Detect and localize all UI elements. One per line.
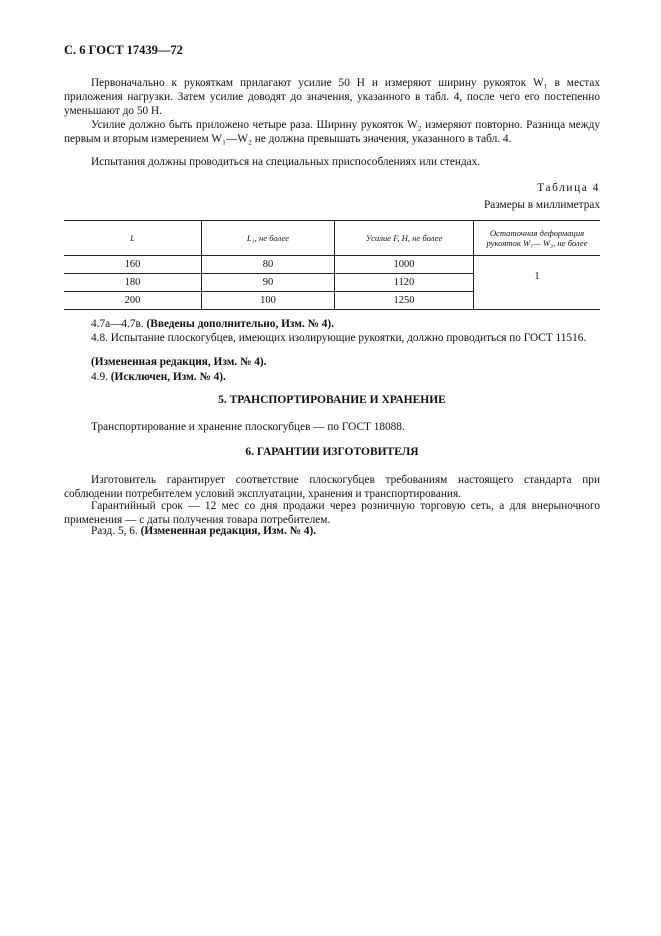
clause-4-7a-number: 4.7а—4.7в. bbox=[91, 318, 144, 330]
table-units: Размеры в миллиметрах bbox=[483, 199, 600, 211]
cell-deformation: 1 bbox=[474, 256, 601, 310]
cell-l1: 90 bbox=[202, 274, 335, 292]
section-6-title: 6. ГАРАНТИИ ИЗГОТОВИТЕЛЯ bbox=[245, 446, 419, 458]
clause-4-9-number: 4.9. bbox=[91, 371, 108, 383]
section-6-paragraph-2: Гарантийный срок — 12 мес со дня продажи через розничную торговую сеть, а для внерыночного применения — с даты получения товара потребителем. bbox=[64, 500, 600, 526]
clause-4-9 bbox=[64, 370, 600, 384]
cell-force: 1250 bbox=[335, 292, 474, 310]
paragraph-1: Первоначально к рукояткам прилагают усилие 50 Н и измеряют ширину рукояток W₁ в местах приложения нагрузки. Затем усилие доводят до значения, указанного в табл. 4, после чего его постепенно уменьшают до 50 Н. bbox=[64, 77, 600, 117]
section-6-paragraph-3 bbox=[64, 524, 600, 538]
cell-l1: 100 bbox=[202, 292, 335, 310]
col-header-force: Усилие F, Н, не более bbox=[335, 221, 474, 256]
clause-4-7a-note: (Введены дополнительно, Изм. № 4). bbox=[146, 318, 335, 330]
paragraph-2: Усилие должно быть приложено четыре раза. Ширину рукояток W₂ измеряют повторно. Разница между первым и вторым измерением W₁—W₂ не должна превышать значения, указанного в табл. 4. bbox=[64, 119, 600, 145]
section-6-ref: Разд. 5, 6. bbox=[91, 525, 138, 537]
cell-force: 1000 bbox=[335, 256, 474, 274]
cell-force: 1120 bbox=[335, 274, 474, 292]
cell-l1: 80 bbox=[202, 256, 335, 274]
cell-l: 180 bbox=[64, 274, 202, 292]
col-header-deformation: Остаточная деформация рукояток W₁— W₂, не более bbox=[474, 221, 601, 256]
clause-4-8-note: (Измененная редакция, Изм. № 4). bbox=[91, 356, 267, 368]
table-row bbox=[64, 256, 600, 274]
section-5-text: Транспортирование и хранение плоскогубцев — по ГОСТ 18088. bbox=[91, 421, 405, 433]
section-6-paragraph-1: Изготовитель гарантирует соответствие плоскогубцев требованиям настоящего стандарта при соблюдении потребителем условий эксплуатации, хранения и транспортирования. bbox=[64, 474, 600, 500]
col-header-l: L bbox=[64, 221, 202, 256]
col-header-l1: L₁, не более bbox=[202, 221, 335, 256]
cell-l: 200 bbox=[64, 292, 202, 310]
table-caption: Таблица 4 bbox=[537, 182, 600, 194]
cell-l: 160 bbox=[64, 256, 202, 274]
clause-4-9-note: (Исключен, Изм. № 4). bbox=[110, 371, 226, 383]
section-5-title: 5. ТРАНСПОРТИРОВАНИЕ И ХРАНЕНИЕ bbox=[218, 394, 446, 406]
table-4 bbox=[64, 220, 600, 310]
page-header: С. 6 ГОСТ 17439—72 bbox=[64, 43, 183, 57]
clause-4-8: 4.8. Испытание плоскогубцев, имеющих изолирующие рукоятки, должно проводиться по ГОСТ 11516. bbox=[91, 332, 587, 344]
clause-4-7a bbox=[64, 317, 600, 331]
section-6-note: (Измененная редакция, Изм. № 4). bbox=[140, 525, 317, 537]
paragraph-3: Испытания должны проводиться на специальных приспособлениях или стендах. bbox=[91, 156, 481, 168]
